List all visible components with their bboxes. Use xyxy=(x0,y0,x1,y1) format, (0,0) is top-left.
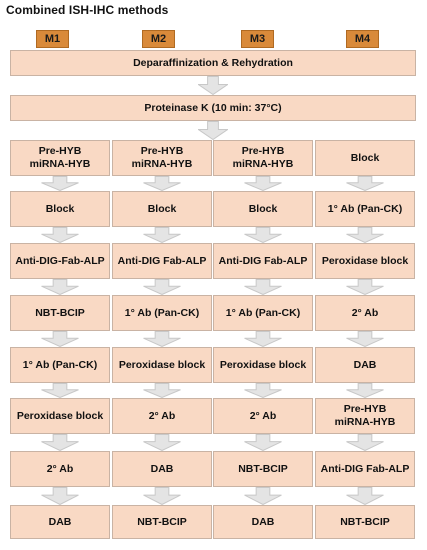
step-m1-3 xyxy=(10,243,110,279)
step-m2-4 xyxy=(112,295,212,331)
down-arrow-icon xyxy=(244,434,282,451)
step-label: Pre-HYB xyxy=(343,403,387,416)
step-label: NBT-BCIP xyxy=(340,515,390,528)
step-label: Block xyxy=(147,202,177,215)
down-arrow-icon xyxy=(244,279,282,295)
step-label: 1° Ab (Pan-CK) xyxy=(22,358,98,371)
step-m3-2 xyxy=(213,191,313,227)
method-badge-m3: M3 xyxy=(241,30,274,48)
step-label: Peroxidase block xyxy=(219,358,307,371)
step-label: 1° Ab (Pan-CK) xyxy=(225,306,301,319)
shared-step-proteinase-k xyxy=(10,95,416,121)
step-m3-1 xyxy=(213,140,313,176)
step-m4-4 xyxy=(315,295,415,331)
step-label: Peroxidase block xyxy=(321,254,409,267)
step-label: Anti-DIG Fab-ALP xyxy=(117,254,207,267)
step-m3-8 xyxy=(213,505,313,539)
down-arrow-icon xyxy=(41,487,79,505)
step-label: Pre-HYB xyxy=(38,145,82,158)
step-label: NBT-BCIP xyxy=(35,306,85,319)
step-m1-2 xyxy=(10,191,110,227)
step-m4-7 xyxy=(315,451,415,487)
step-m1-7 xyxy=(10,451,110,487)
down-arrow-icon xyxy=(346,279,384,295)
down-arrow-icon xyxy=(346,434,384,451)
down-arrow-icon xyxy=(143,176,181,191)
down-arrow-icon xyxy=(244,331,282,347)
step-label: Anti-DIG-Fab-ALP xyxy=(15,254,105,267)
step-label: DAB xyxy=(150,462,174,475)
method-badge-m2: M2 xyxy=(142,30,175,48)
down-arrow-icon xyxy=(143,434,181,451)
step-label: Peroxidase block xyxy=(16,409,104,422)
step-label: DAB xyxy=(251,515,275,528)
step-label: miRNA-HYB xyxy=(232,158,294,170)
down-arrow-icon xyxy=(346,331,384,347)
step-label: Deparaffinization & Rehydration xyxy=(133,56,293,69)
down-arrow-icon xyxy=(346,176,384,191)
step-label: Proteinase K (10 min: 37°C) xyxy=(144,101,282,114)
step-m2-8 xyxy=(112,505,212,539)
step-label: Anti-DIG Fab-ALP xyxy=(218,254,308,267)
step-m3-4 xyxy=(213,295,313,331)
step-m4-6 xyxy=(315,398,415,434)
step-label: Pre-HYB xyxy=(140,145,184,158)
step-label: 2° Ab xyxy=(351,306,379,319)
step-m1-6 xyxy=(10,398,110,434)
down-arrow-icon xyxy=(41,227,79,243)
down-arrow-icon xyxy=(346,383,384,398)
step-label: 1° Ab (Pan-CK) xyxy=(327,202,403,215)
step-label: DAB xyxy=(353,358,377,371)
diagram-title: Combined ISH-IHC methods xyxy=(6,3,169,17)
step-m1-8 xyxy=(10,505,110,539)
down-arrow-icon xyxy=(41,279,79,295)
method-badge-m1: M1 xyxy=(36,30,69,48)
down-arrow-icon xyxy=(244,487,282,505)
step-label: miRNA-HYB xyxy=(29,158,91,170)
step-m2-6 xyxy=(112,398,212,434)
step-m3-6 xyxy=(213,398,313,434)
step-label: Anti-DIG Fab-ALP xyxy=(320,462,410,475)
down-arrow-icon xyxy=(244,227,282,243)
down-arrow-icon xyxy=(41,383,79,398)
down-arrow-icon xyxy=(244,383,282,398)
down-arrow-icon xyxy=(346,227,384,243)
step-m3-5 xyxy=(213,347,313,383)
step-label: NBT-BCIP xyxy=(137,515,187,528)
down-arrow-icon xyxy=(198,121,228,140)
step-m3-7 xyxy=(213,451,313,487)
step-label: 2° Ab xyxy=(249,409,277,422)
down-arrow-icon xyxy=(143,331,181,347)
step-m4-2 xyxy=(315,191,415,227)
step-label: 2° Ab xyxy=(148,409,176,422)
step-label: Peroxidase block xyxy=(118,358,206,371)
step-m2-3 xyxy=(112,243,212,279)
step-m4-3 xyxy=(315,243,415,279)
step-label: 2° Ab xyxy=(46,462,74,475)
down-arrow-icon xyxy=(41,176,79,191)
step-m2-1 xyxy=(112,140,212,176)
step-label: DAB xyxy=(48,515,72,528)
step-label: 1° Ab (Pan-CK) xyxy=(124,306,200,319)
down-arrow-icon xyxy=(198,76,228,95)
shared-step-deparaffinization xyxy=(10,50,416,76)
step-m4-8 xyxy=(315,505,415,539)
step-m1-5 xyxy=(10,347,110,383)
step-m3-3 xyxy=(213,243,313,279)
down-arrow-icon xyxy=(346,487,384,505)
step-label: Block xyxy=(45,202,75,215)
step-m1-4 xyxy=(10,295,110,331)
step-label: Block xyxy=(248,202,278,215)
method-badge-m4: M4 xyxy=(346,30,379,48)
down-arrow-icon xyxy=(41,434,79,451)
step-label: Block xyxy=(350,151,380,164)
down-arrow-icon xyxy=(143,279,181,295)
step-m2-2 xyxy=(112,191,212,227)
down-arrow-icon xyxy=(143,487,181,505)
down-arrow-icon xyxy=(143,383,181,398)
step-label: miRNA-HYB xyxy=(334,416,396,428)
step-label: NBT-BCIP xyxy=(238,462,288,475)
step-m2-7 xyxy=(112,451,212,487)
step-m4-5 xyxy=(315,347,415,383)
step-m2-5 xyxy=(112,347,212,383)
step-m4-1 xyxy=(315,140,415,176)
down-arrow-icon xyxy=(244,176,282,191)
step-m1-1 xyxy=(10,140,110,176)
step-label: Pre-HYB xyxy=(241,145,285,158)
down-arrow-icon xyxy=(143,227,181,243)
step-label: miRNA-HYB xyxy=(131,158,193,170)
down-arrow-icon xyxy=(41,331,79,347)
